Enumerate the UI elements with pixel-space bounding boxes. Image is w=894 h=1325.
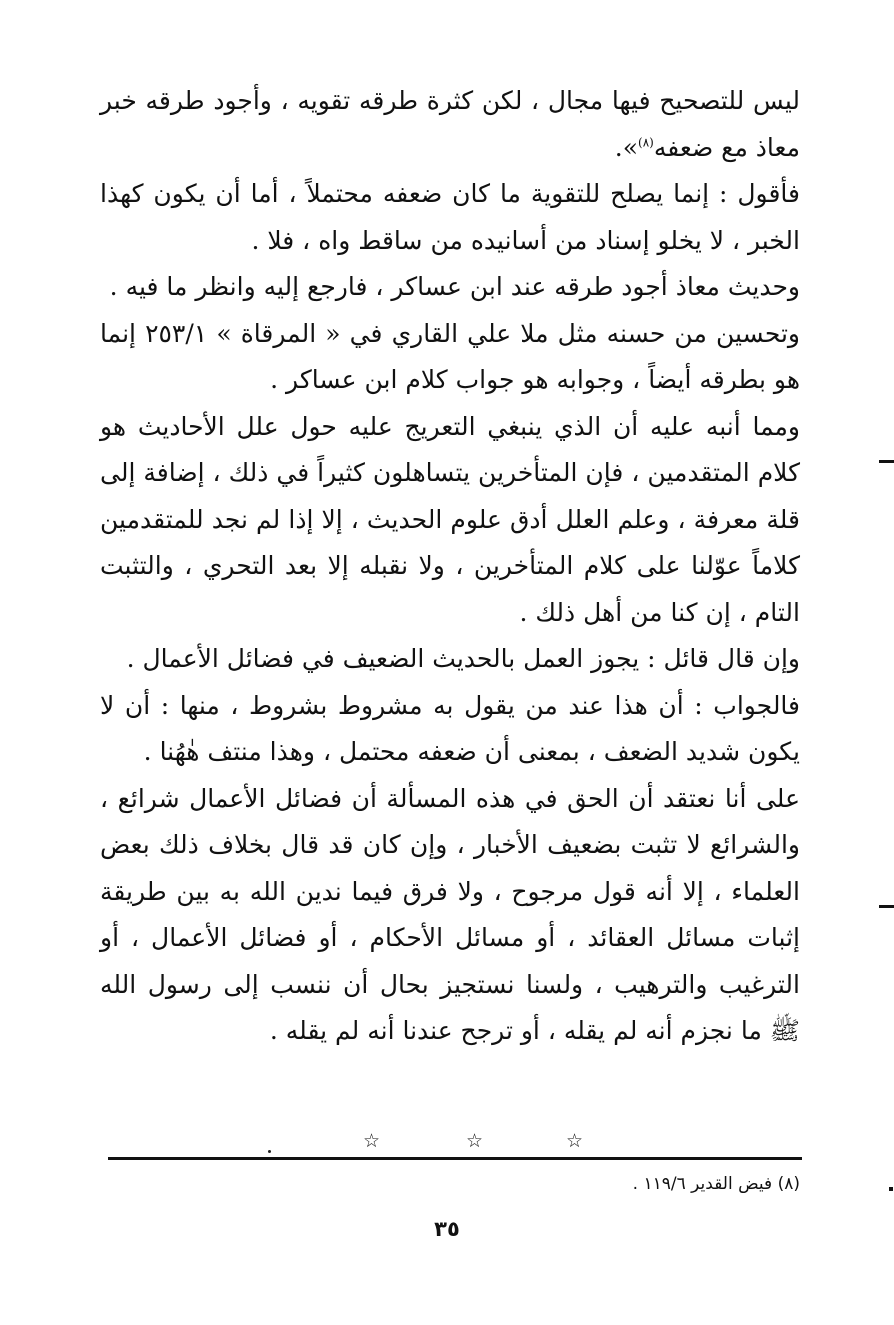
separator-star-2: ☆ [466, 1130, 484, 1152]
paragraph-8: على أنا نعتقد أن الحق في هذه المسألة أن فضائل الأعمال شرائع ، والشرائع لا تثبت بضعيف الأخبار ، وإن كان قد قال بخلاف ذلك بعض العلماء ، إلا أنه قول مرجوح ، ولا فرق فيما ندين الله به بين طريقة إثبات مسائل العقائد ، أو مسائل الأحكام ، أو فضائل الأعمال ، أو الترغيب والترهيب ، ولسنا نستجيز بحال أن ننسب إلى رسول الله ﷺ ما نجزم أنه لم يقله ، أو ترجح عندنا أنه لم يقله . [100, 783, 800, 1045]
print-speck [268, 1150, 271, 1153]
main-text [100, 78, 800, 1055]
quote-close: ». [614, 132, 639, 162]
separator-star-1: ☆ [566, 1130, 584, 1152]
paragraph-2: فأقول : إنما يصلح للتقوية ما كان ضعفه محتملاً ، أما أن يكون كهذا الخبر ، لا يخلو إسناد من أسانيده من ساقط واه ، فلا . [100, 179, 800, 255]
section-separator [0, 1128, 894, 1158]
margin-mark [879, 905, 894, 908]
paragraph-6: وإن قال قائل : يجوز العمل بالحديث الضعيف في فضائل الأعمال . [126, 644, 800, 673]
footnote-divider [108, 1157, 802, 1160]
paragraph-5: ومما أنبه عليه أن الذي ينبغي التعريج عليه حول علل الأحاديث هو كلام المتقدمين ، فإن المتأخرين يتساهلون كثيراً في ذلك ، إضافة إلى قلة معرفة ، وعلم العلل أدق علوم الحديث ، إلا إذا لم نجد للمتقدمين كلاماً عوّلنا على كلام المتأخرين ، ولا نقبله إلا بعد التحري ، والتثبت التام ، إن كنا من أهل ذلك . [100, 411, 800, 627]
margin-mark [879, 460, 894, 463]
paragraph-4: وتحسين من حسنه مثل ملا علي القاري في « المرقاة » ٢٥٣/١ إنما هو بطرقه أيضاً ، وجوابه هو جواب كلام ابن عساكر . [100, 318, 800, 394]
footnote-reference: (٨) [638, 135, 654, 150]
paragraph-1 [100, 78, 800, 171]
paragraph-1-text: ليس للتصحيح فيها مجال ، لكن كثرة طرقه تقويه ، وأجود طرقه خبر معاذ مع ضعفه [100, 86, 800, 162]
page-number: ٣٥ [434, 1217, 460, 1241]
separator-star-3: ☆ [363, 1130, 381, 1152]
paragraph-7: فالجواب : أن هذا عند من يقول به مشروط بشروط ، منها : أن لا يكون شديد الضعف ، بمعنى أن ضعفه محتمل ، وهذا منتف هٰهُنا . [100, 690, 800, 766]
paragraph-3: وحديث معاذ أجود طرقه عند ابن عساكر ، فارجع إليه وانظر ما فيه . [109, 272, 800, 301]
footnote: (٨) فيض القدير ١١٩/٦ . [632, 1174, 800, 1194]
margin-dot [889, 1187, 893, 1191]
